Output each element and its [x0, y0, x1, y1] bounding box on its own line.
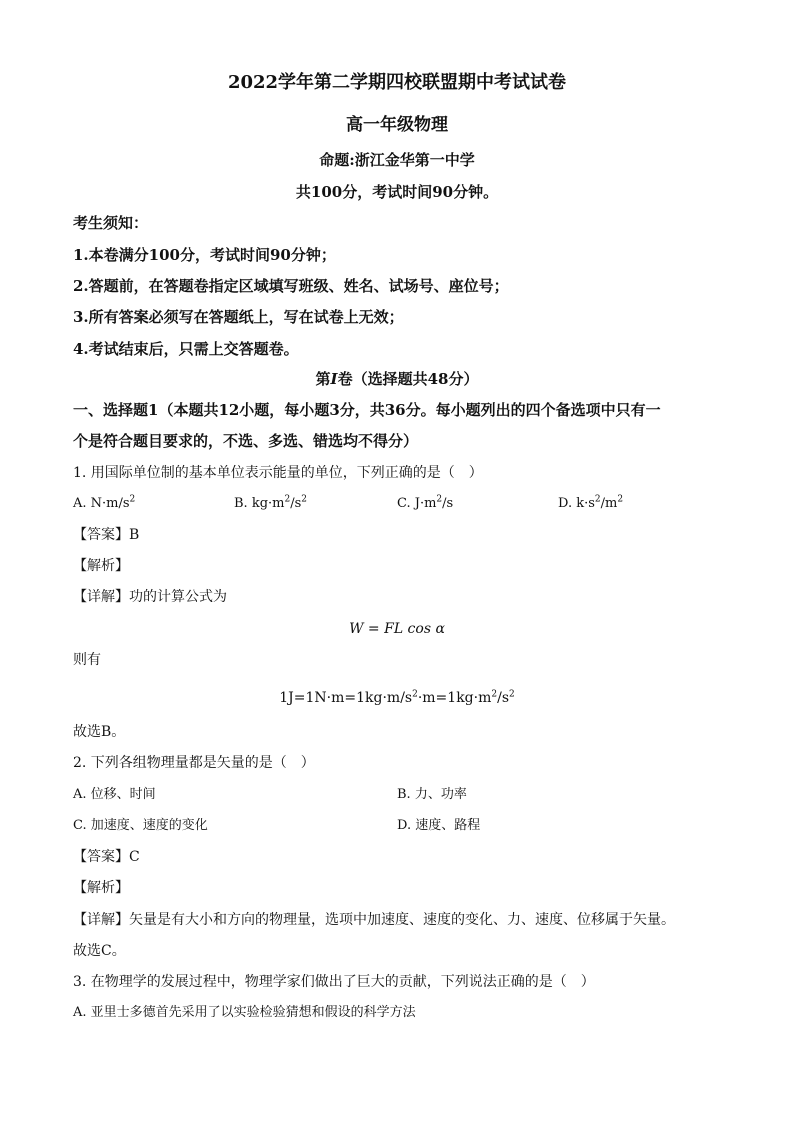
q1-answer: 【答案】B [73, 527, 140, 543]
q1-option-b: B. $kg\cdot m^2/s^2$ [234, 494, 308, 511]
section-heading: 一、选择题1（本题共12小题，每小题3分，共36分。每小题列出的四个备选项中只有一 [73, 401, 661, 419]
exam-subtitle: 高一年级物理 [346, 115, 448, 135]
q2-answer: 【答案】C [73, 849, 140, 865]
notice-item: 1.本卷满分100分，考试时间90分钟； [73, 246, 336, 264]
q3-option-a: A. 亚里士多德首先采用了以实验检验猜想和假设的科学方法 [73, 1005, 416, 1020]
q1-then: 则有 [73, 652, 101, 668]
q2-option-d: D. 速度、路程 [397, 818, 481, 833]
notice-heading: 考生须知： [73, 214, 149, 232]
question-1-stem: 1. 用国际单位制的基本单位表示能量的单位，下列正确的是（ ） [73, 465, 483, 481]
q1-detail: 【详解】功的计算公式为 [73, 589, 227, 605]
q2-detail: 【详解】矢量是有大小和方向的物理量，选项中加速度、速度的变化、力、速度、位移属于矢量。 [73, 912, 675, 928]
q1-option-d: D. $k\cdot s^2/m^2$ [558, 494, 624, 511]
q1-option-c: C. $J\cdot m^2/s$ [397, 494, 454, 511]
notice-item: 2.答题前，在答题卷指定区域填写班级、姓名、试场号、座位号； [73, 277, 509, 295]
q1-conclusion: 故选B。 [73, 724, 126, 740]
q2-option-a: A. 位移、时间 [73, 787, 156, 802]
exam-time-info: 共100分，考试时间90分钟。 [295, 183, 499, 201]
q2-option-c: C. 加速度、速度的变化 [73, 818, 208, 833]
volume-heading: 第I卷（选择题共48分） [315, 370, 479, 388]
q1-analysis-label: 【解析】 [73, 558, 129, 574]
q1-formula-work: W = FL cos α [349, 621, 445, 637]
q2-analysis-label: 【解析】 [73, 880, 129, 896]
notice-item: 3.所有答案必须写在答题纸上，写在试卷上无效； [73, 308, 404, 326]
notice-item: 4.考试结束后，只需上交答题卷。 [73, 340, 299, 358]
q1-formula-units: $1J=1N\cdot m=1kg\cdot m/s^2\cdot m=1kg\cdot m^2/s^2$ [279, 689, 515, 706]
section-heading-cont: 个是符合题目要求的，不选、多选、错选均不得分） [73, 432, 419, 450]
question-2-stem: 2. 下列各组物理量都是矢量的是（ ） [73, 755, 315, 771]
q2-option-b: B. 力、功率 [397, 787, 467, 802]
exam-setter: 命题:浙江金华第一中学 [319, 151, 475, 169]
q1-option-a: A. $N\cdot m/s^2$ [73, 494, 136, 511]
q2-conclusion: 故选C。 [73, 943, 126, 959]
exam-title: 2022学年第二学期四校联盟期中考试试卷 [227, 72, 567, 93]
question-3-stem: 3. 在物理学的发展过程中，物理学家们做出了巨大的贡献，下列说法正确的是（ ） [73, 974, 595, 990]
